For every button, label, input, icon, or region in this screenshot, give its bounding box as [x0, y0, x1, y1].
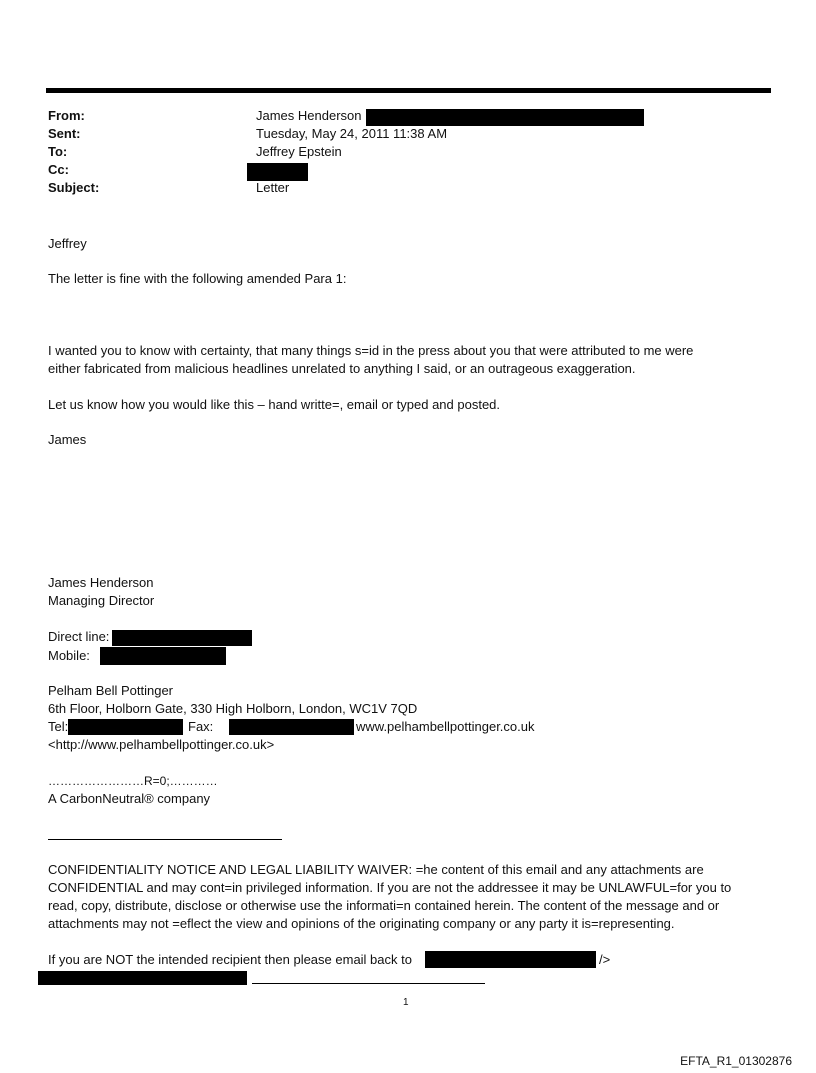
tel-label: Tel: [48, 719, 69, 734]
header-rule [46, 88, 771, 93]
from-value: James Henderson [256, 108, 362, 123]
company-name: Pelham Bell Pottinger [48, 683, 174, 698]
body-line-3: Let us know how you would like this – hand writte=, email or typed and posted. [48, 397, 501, 412]
body-line-1: The letter is fine with the following amended Para 1: [48, 271, 347, 286]
footer-line [252, 983, 485, 984]
dots-line: ……………………R=0;………… [48, 774, 218, 788]
fax-label: Fax: [188, 719, 214, 734]
disclaimer-line-3: read, copy, distribute, disclose or otherwise use the informati=n contained herein. The content of the message and or [48, 898, 720, 913]
website[interactable]: www.pelhambellpottinger.co.uk [356, 719, 535, 734]
subject-value: Letter [256, 180, 290, 195]
bates-number: EFTA_R1_01302876 [680, 1054, 792, 1068]
disclaimer-line-1: CONFIDENTIALITY NOTICE AND LEGAL LIABILITY WAIVER: =he content of this email and any attachments are [48, 862, 704, 877]
sent-label: Sent: [48, 126, 81, 141]
redaction-mobile [100, 647, 226, 665]
separator-line [48, 839, 282, 840]
redaction-fax [229, 719, 354, 735]
subject-label: Subject: [48, 180, 100, 195]
redaction-email-back [425, 951, 596, 968]
disclaimer-line-4: attachments may not =eflect the view and opinions of the originating company or any party it is=representing. [48, 916, 675, 931]
not-intended-text: If you are NOT the intended recipient then please email back to [48, 952, 412, 967]
from-label: From: [48, 108, 85, 123]
company-address: 6th Floor, Holborn Gate, 330 High Holborn, London, WC1V 7QD [48, 701, 418, 716]
disclaimer-line-2: CONFIDENTIAL and may cont=in privileged information. If you are not the addressee it may be UNLAWFUL=for you to [48, 880, 732, 895]
signoff: James [48, 432, 87, 447]
direct-line-label: Direct line: [48, 629, 110, 644]
website-link[interactable]: <http://www.pelhambellpottinger.co.uk> [48, 737, 275, 752]
para1-line-2: either fabricated from malicious headlines unrelated to anything I said, or an outrageous exaggeration. [48, 361, 636, 376]
para1-line-1: I wanted you to know with certainty, that many things s=id in the press about you that were attributed to me were [48, 343, 694, 358]
greeting: Jeffrey [48, 236, 87, 251]
cc-label: Cc: [48, 162, 69, 177]
redaction-mailto [38, 971, 247, 985]
carbon-neutral: A CarbonNeutral® company [48, 791, 211, 806]
sent-value: Tuesday, May 24, 2011 11:38 AM [256, 126, 448, 141]
to-label: To: [48, 144, 68, 159]
redaction-from-email [366, 109, 644, 126]
signature-name: James Henderson [48, 575, 154, 590]
tag-close: /> [599, 952, 611, 967]
mobile-label: Mobile: [48, 648, 90, 663]
redaction-cc [247, 163, 308, 181]
to-value: Jeffrey Epstein [256, 144, 342, 159]
redaction-direct-line [112, 630, 252, 646]
redaction-tel [68, 719, 183, 735]
page-number: 1 [403, 997, 409, 1008]
signature-title: Managing Director [48, 593, 155, 608]
